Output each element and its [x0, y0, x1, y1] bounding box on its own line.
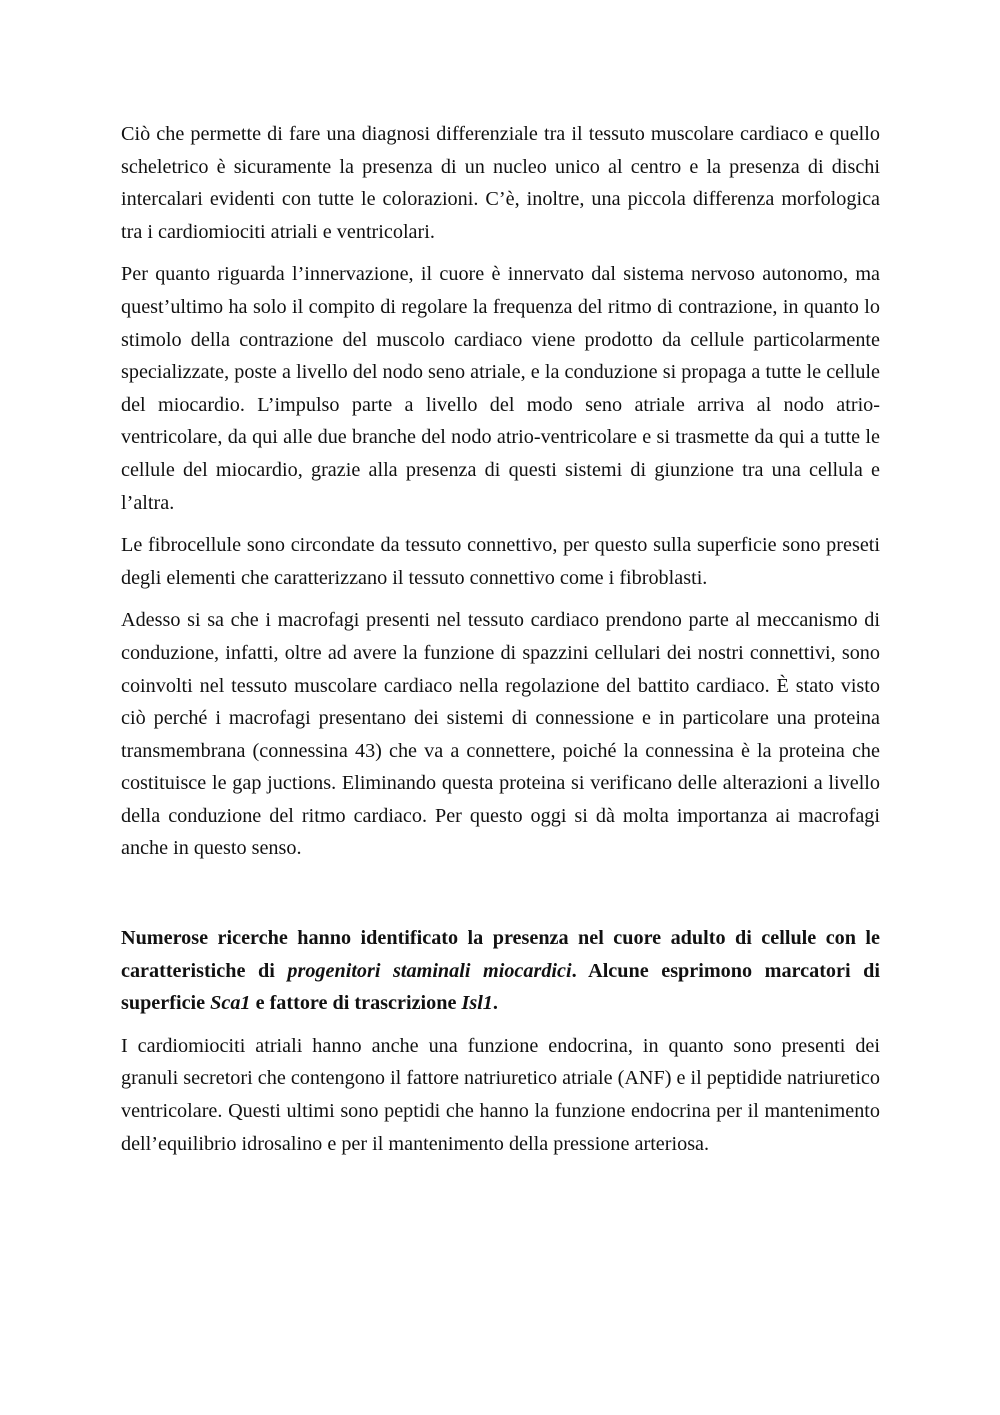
highlight-text-2: . Alcune esprimono marcatori di superficie	[121, 959, 880, 1015]
document-page	[121, 118, 880, 1160]
paragraph-macrofagi: Adesso si sa che i macrofagi presenti nel tessuto cardiaco prendono parte al meccanismo di conduzione, infatti, oltre ad avere la funzione di spazzini cellulari dei nostri connettivi, sono coinvolti nel tessuto muscolare cardiaco nella regolazione del battito cardiaco. È stato visto ciò perché i macrofagi presentano dei sistemi di connessione e in particolare una proteina transmembrana (connessina 43) che va a connettere, poiché la connessina è la proteina che costituisce le gap juctions. Eliminando questa proteina si verificano delle alterazioni a livello della conduzione del ritmo cardiaco. Per questo oggi si dà molta importanza ai macrofagi anche in questo senso.	[121, 609, 880, 860]
highlight-italic-isl1: Isl1	[461, 992, 493, 1015]
paragraph-fibrocellule: Le fibrocellule sono circondate da tessuto connettivo, per questo sulla superficie sono preseti degli elementi che caratterizzano il tessuto connettivo come i fibroblasti.	[121, 534, 880, 589]
paragraph-diagnosi: Ciò che permette di fare una diagnosi differenziale tra il tessuto muscolare cardiaco e quello scheletrico è sicuramente la presenza di un nucleo unico al centro e la presenza di dischi intercalari evidenti con tutte le colorazioni. C’è, inoltre, una piccola differenza morfologica tra i cardiomiociti atriali e ventricolari.	[121, 123, 880, 243]
paragraph-endocrina: I cardiomiociti atriali hanno anche una funzione endocrina, in quanto sono presenti dei granuli secretori che contengono il fattore natriuretico atriale (ANF) e il peptidide natriuretico ventricolare. Questi ultimi sono peptidi che hanno la funzione endocrina per il mantenimento dell’equilibrio idrosalino e per il mantenimento della pressione arteriosa.	[121, 1034, 880, 1155]
highlight-text-1: Numerose ricerche hanno identificato la presenza nel cuore adulto di cellule con le caratteristiche di	[121, 927, 880, 982]
paragraph-innervazione: Per quanto riguarda l’innervazione, il cuore è innervato dal sistema nervoso autonomo, ma quest’ultimo ha solo il compito di regolare la frequenza del ritmo di contrazione, in quanto lo stimolo della contrazione del muscolo cardiaco viene prodotto da cellule particolarmente specializzate, poste a livello del nodo seno atriale, e la conduzione si propaga a tutte le cellule del miocardio. L’impulso parte a livello del modo seno atriale arriva al nodo atrio-ventricolare, da qui alle due branche del nodo atrio-ventricolare e si trasmette da qui a tutte le cellule del miocardio, grazie alla presenza di questi sistemi di giunzione tra una cellula e l’altra.	[121, 263, 880, 514]
highlight-paragraph-progenitori	[121, 922, 880, 1020]
highlight-italic-sca1: Sca1	[210, 992, 251, 1015]
highlight-text-3: e fattore di trascrizione	[250, 992, 462, 1015]
highlight-text-4: .	[492, 992, 498, 1015]
highlight-italic-progenitori: progenitori staminali miocardici	[287, 959, 572, 982]
